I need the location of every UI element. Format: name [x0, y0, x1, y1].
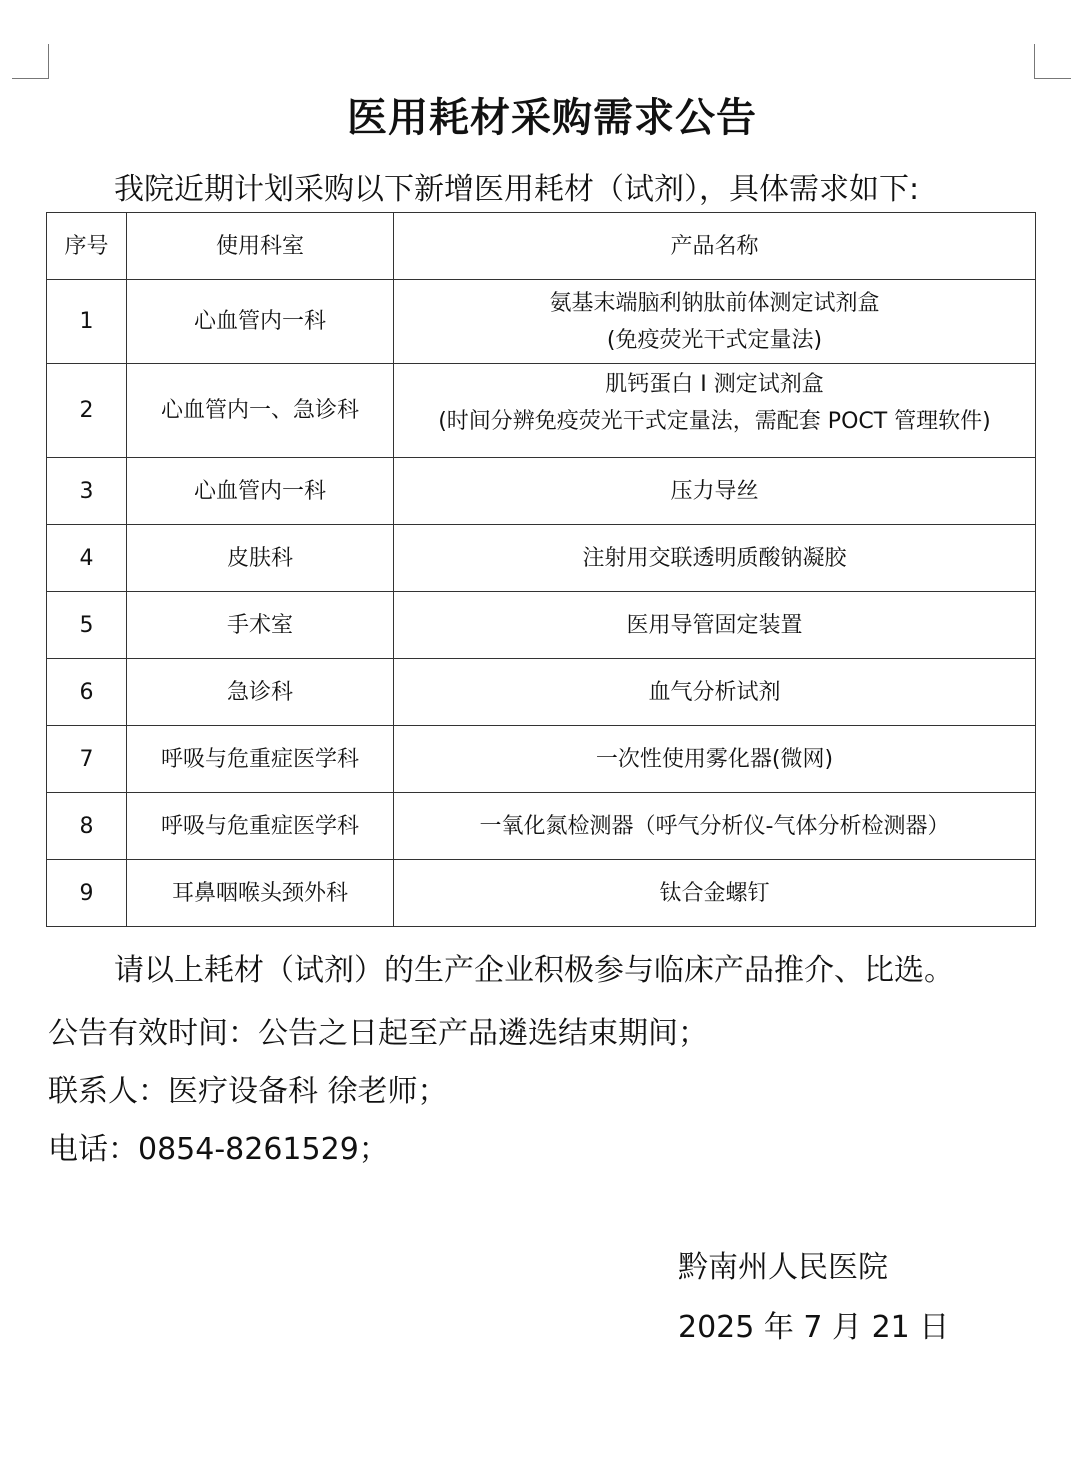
cell-product: 压力导丝	[394, 458, 1036, 525]
cell-product: 血气分析试剂	[394, 659, 1036, 726]
table-row	[47, 793, 1036, 860]
cell-no: 2	[47, 364, 127, 458]
cell-no: 5	[47, 592, 127, 659]
cell-no: 7	[47, 726, 127, 793]
table-row	[47, 458, 1036, 525]
product-method-line: (时间分辨免疫荧光干式定量法，需配套 POCT 管理软件)	[438, 409, 991, 434]
table-row	[47, 860, 1036, 927]
header-no: 序号	[47, 213, 127, 280]
cell-no: 1	[47, 280, 127, 364]
valid-period-line: 公告有效时间：公告之日起至产品遴选结束期间；	[48, 1016, 708, 1051]
cell-no: 3	[47, 458, 127, 525]
header-dept: 使用科室	[127, 213, 394, 280]
table-row	[47, 592, 1036, 659]
cell-product: 一次性使用雾化器(微网)	[394, 726, 1036, 793]
cell-no: 4	[47, 525, 127, 592]
cell-no: 6	[47, 659, 127, 726]
product-method-line: (免疫荧光干式定量法)	[606, 327, 823, 353]
table-row	[47, 659, 1036, 726]
table-row	[47, 364, 1036, 458]
cell-dept: 耳鼻咽喉头颈外科	[127, 860, 394, 927]
document-title: 医用耗材采购需求公告	[347, 95, 757, 141]
page-corner-mark-top-left	[12, 44, 49, 79]
product-clipped-content	[394, 364, 1035, 457]
product-name-line: 氨基末端脑利钠肽前体测定试剂盒	[549, 290, 880, 316]
issue-date: 2025 年 7 月 21 日	[678, 1310, 950, 1345]
table-row	[47, 280, 1036, 364]
table-row	[47, 525, 1036, 592]
cell-dept: 心血管内一、急诊科	[127, 364, 394, 458]
cell-dept: 心血管内一科	[127, 280, 394, 364]
cell-product	[394, 364, 1036, 458]
cell-dept: 呼吸与危重症医学科	[127, 726, 394, 793]
cell-no: 8	[47, 793, 127, 860]
cell-product: 医用导管固定装置	[394, 592, 1036, 659]
cell-product	[394, 280, 1036, 364]
table-header-row	[47, 213, 1036, 280]
intro-paragraph: 我院近期计划采购以下新增医用耗材（试剂），具体需求如下:	[114, 172, 920, 207]
cell-product: 钛合金螺钉	[394, 860, 1036, 927]
page-corner-mark-top-right	[1034, 44, 1071, 79]
invite-paragraph: 请以上耗材（试剂）的生产企业积极参与临床产品推介、比选。	[114, 953, 954, 988]
cell-dept: 急诊科	[127, 659, 394, 726]
cell-product: 一氧化氮检测器（呼气分析仪-气体分析检测器）	[394, 793, 1036, 860]
cell-dept: 心血管内一科	[127, 458, 394, 525]
cell-dept: 呼吸与危重症医学科	[127, 793, 394, 860]
contact-line: 联系人：医疗设备科 徐老师；	[48, 1074, 448, 1109]
cell-no: 9	[47, 860, 127, 927]
issuer-name: 黔南州人民医院	[678, 1250, 888, 1285]
cell-dept: 皮肤科	[127, 525, 394, 592]
procurement-table	[46, 212, 1036, 927]
table-row	[47, 726, 1036, 793]
cell-product: 注射用交联透明质酸钠凝胶	[394, 525, 1036, 592]
product-name-line: 肌钙蛋白 I 测定试剂盒	[605, 372, 824, 397]
cell-dept: 手术室	[127, 592, 394, 659]
header-product: 产品名称	[394, 213, 1036, 280]
phone-line: 电话：0854-8261529；	[48, 1132, 389, 1167]
